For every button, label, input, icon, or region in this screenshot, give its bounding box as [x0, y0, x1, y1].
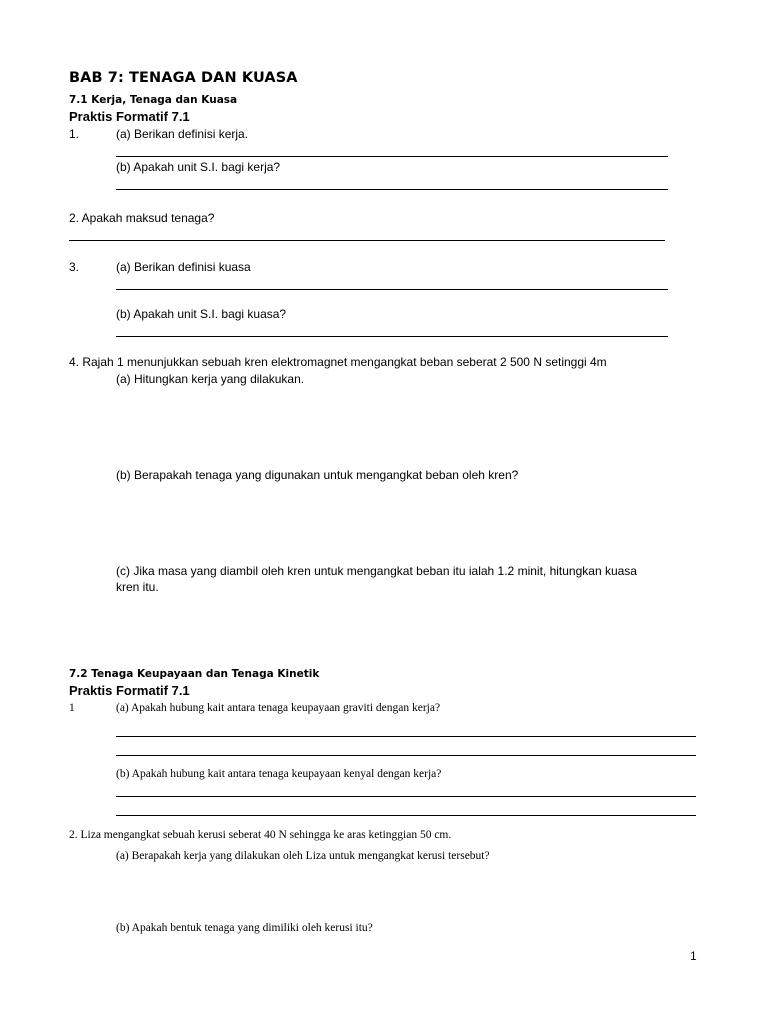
q2-text: 2. Apakah maksud tenaga?: [69, 211, 215, 225]
q3a-text: (a) Berikan definisi kuasa: [116, 260, 251, 274]
q1-number: 1.: [69, 127, 80, 141]
q1b-text: (b) Apakah unit S.I. bagi kerja?: [116, 160, 281, 174]
s2-q2b-text: (b) Apakah bentuk tenaga yang dimiliki oleh kerusi itu?: [116, 922, 373, 934]
answer-line: [116, 755, 696, 756]
practice-heading-1: Praktis Formatif 7.1: [69, 109, 190, 124]
q4b-text: (b) Berapakah tenaga yang digunakan untuk mengangkat beban oleh kren?: [116, 468, 519, 482]
section-heading-7-1: 7.1 Kerja, Tenaga dan Kuasa: [69, 94, 238, 106]
answer-line: [116, 156, 668, 157]
s2-q2-text: 2. Liza mengangkat sebuah kerusi seberat 40 N sehingga ke aras ketinggian 50 cm.: [69, 829, 452, 841]
practice-heading-2: Praktis Formatif 7.1: [69, 683, 190, 698]
q4c-text-line2: kren itu.: [116, 580, 159, 594]
q4-text: 4. Rajah 1 menunjukkan sebuah kren elektromagnet mengangkat beban seberat 2 500 N setinggi 4m: [69, 355, 607, 369]
q1a-text: (a) Berikan definisi kerja.: [116, 127, 249, 141]
answer-line: [116, 736, 696, 737]
s2-q2a-text: (a) Berapakah kerja yang dilakukan oleh Liza untuk mengangkat kerusi tersebut?: [116, 850, 490, 862]
section-heading-7-2: 7.2 Tenaga Keupayaan dan Tenaga Kinetik: [69, 668, 320, 680]
chapter-title: BAB 7: TENAGA DAN KUASA: [69, 70, 298, 86]
q3-number: 3.: [69, 260, 80, 274]
q4a-text: (a) Hitungkan kerja yang dilakukan.: [116, 372, 305, 386]
q4c-text-line1: (c) Jika masa yang diambil oleh kren untuk mengangkat beban itu ialah 1.2 minit, hitungkan kuasa: [116, 564, 637, 578]
answer-line: [69, 240, 665, 241]
page-number: 1: [690, 949, 697, 963]
answer-line: [116, 796, 696, 797]
s2-q1a-text: (a) Apakah hubung kait antara tenaga keupayaan graviti dengan kerja?: [116, 702, 441, 714]
s2-q1-number: 1: [69, 702, 75, 714]
s2-q1b-text: (b) Apakah hubung kait antara tenaga keupayaan kenyal dengan kerja?: [116, 768, 442, 780]
answer-line: [116, 336, 668, 337]
answer-line: [116, 289, 668, 290]
q3b-text: (b) Apakah unit S.I. bagi kuasa?: [116, 307, 287, 321]
answer-line: [116, 189, 668, 190]
answer-line: [116, 815, 696, 816]
